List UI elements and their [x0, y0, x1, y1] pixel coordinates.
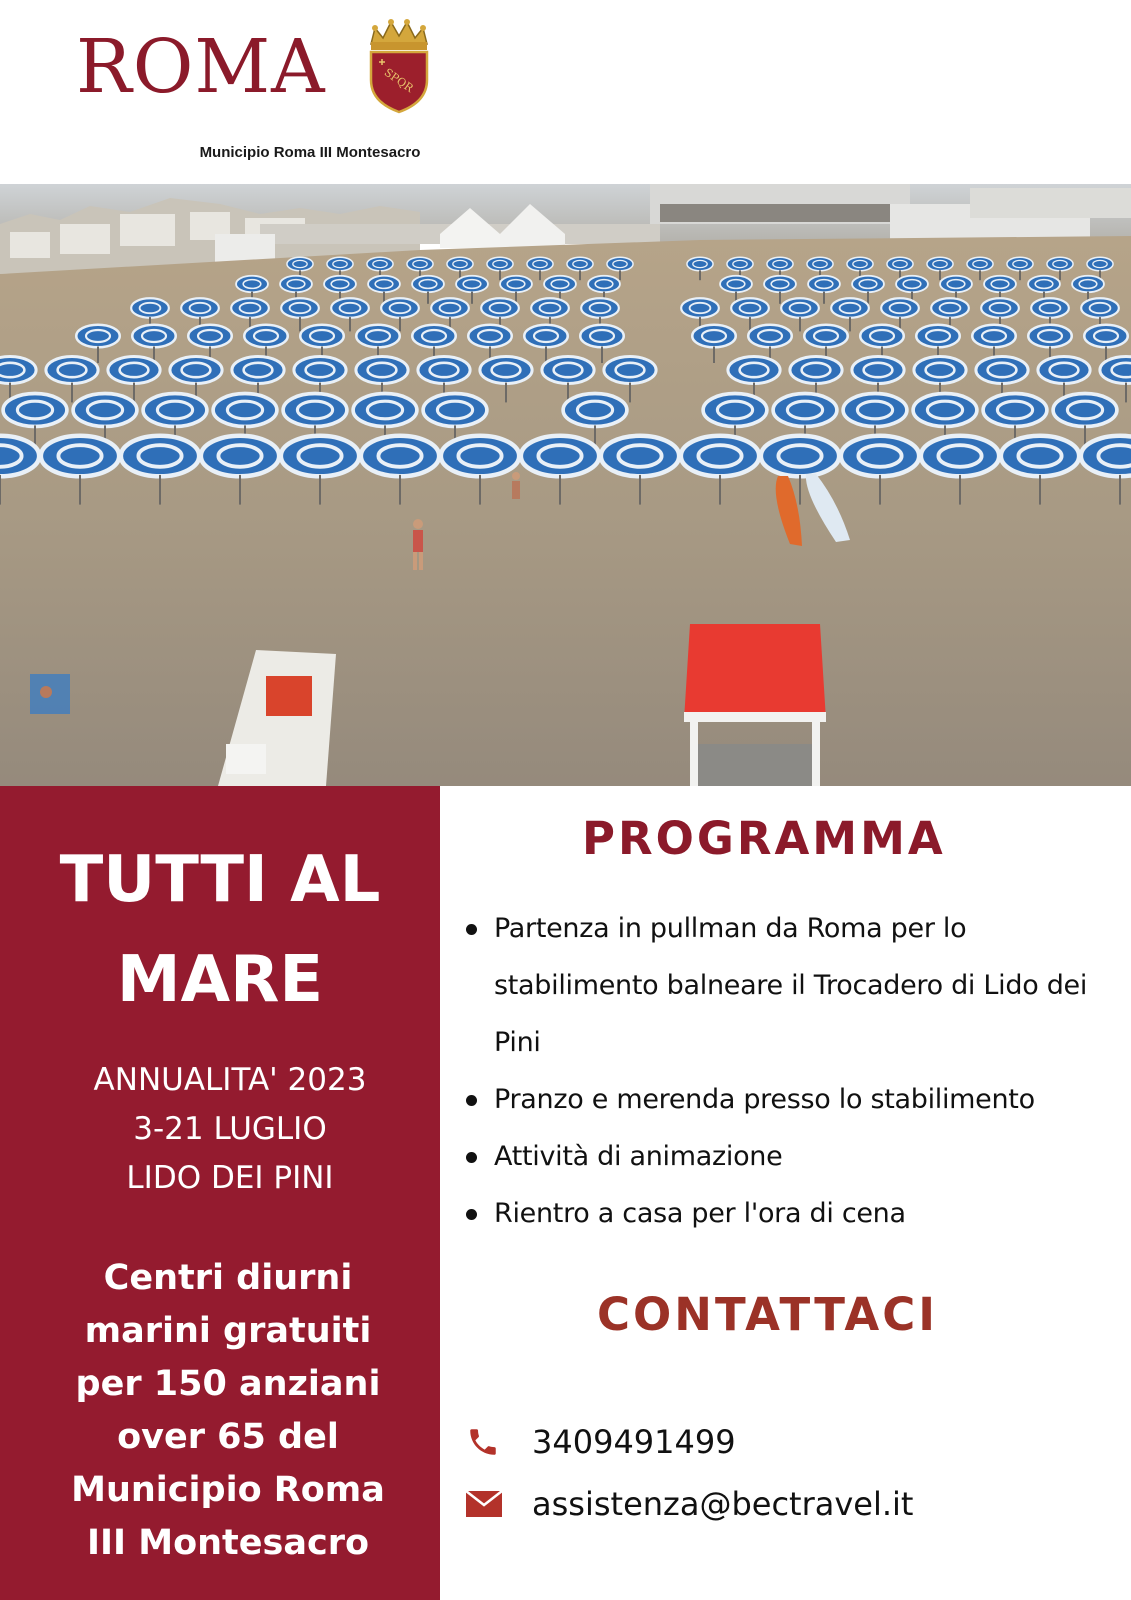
- programma-title: PROGRAMMA: [582, 812, 946, 865]
- roma-wordmark: ROMA: [76, 24, 326, 110]
- header: [0, 0, 1131, 184]
- programma-item: [466, 1128, 1126, 1185]
- crest-text: SPQR: [381, 65, 416, 95]
- phone-number[interactable]: 3409491499: [532, 1423, 736, 1461]
- headline: TUTTI AL MARE: [59, 843, 381, 1017]
- programma-item: [466, 1185, 1126, 1242]
- municipio-caption: Municipio Roma III Montesacro: [199, 144, 421, 161]
- roma-crest-icon: [363, 18, 435, 114]
- event-description: Centri diurni marini gratuiti per 150 anziani over 65 del Municipio Roma III Montesacro: [71, 1258, 385, 1563]
- programma-item-text: Partenza in pullman da Roma per lo stabilimento balneare il Trocadero di Lido dei Pini: [494, 913, 1088, 1058]
- event-info: [0, 1056, 460, 1203]
- programma-item-text: Pranzo e merenda presso lo stabilimento: [494, 1084, 1035, 1115]
- programma-item: [466, 900, 1126, 1071]
- phone-contact[interactable]: [466, 1420, 736, 1464]
- envelope-icon: [466, 1484, 506, 1524]
- event-year: ANNUALITA' 2023: [93, 1062, 367, 1098]
- bullet-icon: [466, 1152, 477, 1163]
- event-place: LIDO DEI PINI: [126, 1160, 334, 1196]
- programma-item-text: Attività di animazione: [494, 1141, 783, 1172]
- programma-item: [466, 1071, 1126, 1128]
- programma-item-text: Rientro a casa per l'ora di cena: [494, 1198, 906, 1229]
- programma-list: [466, 900, 1126, 1242]
- bullet-icon: [466, 924, 477, 935]
- email-address[interactable]: assistenza@bectravel.it: [532, 1485, 914, 1523]
- event-dates: 3-21 LUGLIO: [133, 1111, 327, 1147]
- beach-photo: [0, 184, 1131, 786]
- email-contact[interactable]: [466, 1482, 913, 1526]
- bullet-icon: [466, 1209, 477, 1220]
- contattaci-title: CONTATTACI: [597, 1288, 939, 1341]
- bullet-icon: [466, 1095, 477, 1106]
- phone-icon: [466, 1422, 506, 1462]
- left-panel: [0, 786, 440, 1600]
